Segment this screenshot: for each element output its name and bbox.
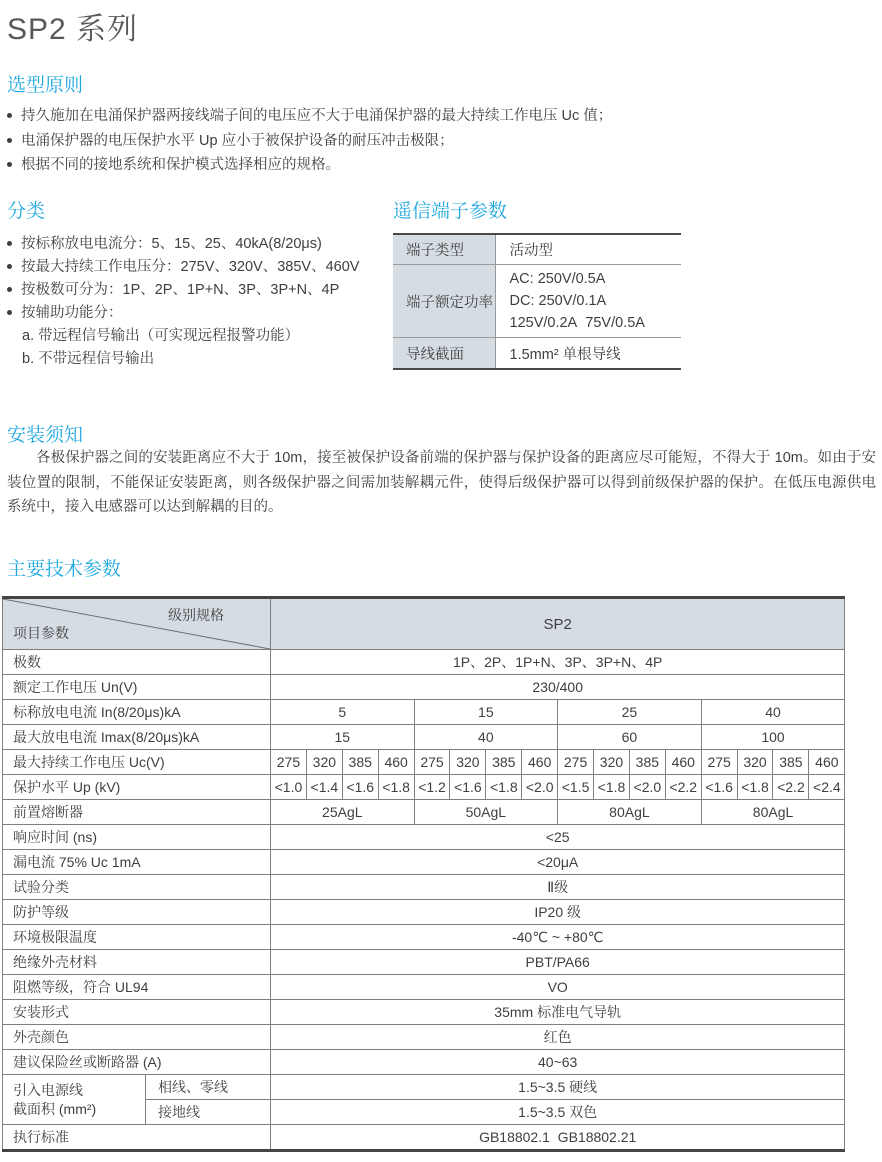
list-item	[7, 256, 359, 279]
cell-value: 100	[701, 725, 845, 750]
cell-value: 385	[486, 750, 522, 775]
corner-label-spec: 级别规格	[168, 607, 224, 623]
list-subitem	[7, 325, 359, 348]
row-value: VO	[271, 975, 845, 1000]
cell-value: <2.4	[809, 775, 845, 800]
cell-value: <2.2	[773, 775, 809, 800]
list-subitem	[7, 348, 359, 371]
row-label: 导线截面	[393, 338, 495, 370]
row-label: 安装形式	[3, 1000, 271, 1025]
list-item	[7, 129, 612, 154]
value-line: AC: 250V/0.5A	[509, 271, 606, 287]
row-value: 红色	[271, 1025, 845, 1050]
cell-value: <1.6	[701, 775, 737, 800]
row-value: <25	[271, 825, 845, 850]
table-row	[3, 700, 845, 725]
cell-value: 385	[629, 750, 665, 775]
cell-value: <1.4	[306, 775, 342, 800]
row-label: 保护水平 Up (kV)	[3, 775, 271, 800]
series-header: SP2	[271, 598, 845, 650]
table-row	[3, 750, 845, 775]
cell-value: <1.0	[271, 775, 307, 800]
row-label: 前置熔断器	[3, 800, 271, 825]
row-value: -40℃ ~ +80℃	[271, 925, 845, 950]
row-value: 活动型	[495, 234, 681, 265]
table-row	[3, 1000, 845, 1025]
row-label: 执行标准	[3, 1125, 271, 1151]
subitem-text: b. 不带远程信号输出	[22, 351, 155, 367]
selection-principles-list	[7, 104, 612, 178]
cell-value: <1.8	[378, 775, 414, 800]
table-row	[3, 825, 845, 850]
row-label-wire-section	[3, 1075, 146, 1125]
cell-value: 385	[342, 750, 378, 775]
cell-value: 60	[558, 725, 702, 750]
row-label: 建议保险丝或断路器 (A)	[3, 1050, 271, 1075]
cell-value: <1.6	[342, 775, 378, 800]
bullet-text: 按极数可分为：1P、2P、1P+N、3P、3P+N、4P	[21, 282, 340, 298]
bullet-text: 按辅助功能分：	[21, 305, 123, 321]
table-row	[3, 775, 845, 800]
row-label: 标称放电电流 In(8/20μs)kA	[3, 700, 271, 725]
row-value: PBT/PA66	[271, 950, 845, 975]
row-value: 1.5~3.5 硬线	[271, 1075, 845, 1100]
table-row	[3, 800, 845, 825]
row-label: 最大放电电流 Imax(8/20μs)kA	[3, 725, 271, 750]
cell-value: <2.2	[665, 775, 701, 800]
cell-value: 460	[809, 750, 845, 775]
cell-value: 275	[701, 750, 737, 775]
list-item	[7, 153, 612, 178]
section-heading-classification: 分类	[7, 201, 46, 222]
table-row	[3, 875, 845, 900]
cell-value: 80AgL	[701, 800, 845, 825]
row-label: 外壳颜色	[3, 1025, 271, 1050]
cell-value: 275	[414, 750, 450, 775]
list-item	[7, 104, 612, 129]
row-value: 230/400	[271, 675, 845, 700]
section-heading-installation: 安装须知	[7, 425, 84, 446]
cell-value: <1.5	[558, 775, 594, 800]
value-line: 125V/0.2A 75V/0.5A	[509, 315, 645, 331]
table-row	[3, 900, 845, 925]
remote-terminal-table	[393, 233, 681, 370]
subitem-text: a. 带远程信号输出（可实现远程报警功能）	[22, 328, 300, 344]
cell-value: <2.0	[522, 775, 558, 800]
bullet-text: 按标称放电电流分：5、15、25、40kA(8/20μs)	[21, 236, 322, 252]
list-item	[7, 233, 359, 256]
table-row	[3, 850, 845, 875]
row-label: 试验分类	[3, 875, 271, 900]
row-label: 漏电流 75% Uc 1mA	[3, 850, 271, 875]
row-value: 1.5~3.5 双色	[271, 1100, 845, 1125]
table-row	[3, 650, 845, 675]
row-value: 40~63	[271, 1050, 845, 1075]
table-row	[3, 725, 845, 750]
row-label: 防护等级	[3, 900, 271, 925]
tech-params-table	[2, 596, 845, 1152]
table-row	[3, 975, 845, 1000]
row-value: <20μA	[271, 850, 845, 875]
list-item	[7, 279, 359, 302]
wire-label-line1: 引入电源线	[13, 1081, 83, 1098]
cell-value: 40	[414, 725, 558, 750]
cell-value: <1.8	[486, 775, 522, 800]
row-value: 35mm 标准电气导轨	[271, 1000, 845, 1025]
cell-value: 320	[737, 750, 773, 775]
row-label: 环境极限温度	[3, 925, 271, 950]
cell-value: 275	[271, 750, 307, 775]
value-line: DC: 250V/0.1A	[509, 293, 607, 309]
cell-value: 50AgL	[414, 800, 558, 825]
sub-row-label: 相线、零线	[146, 1075, 271, 1100]
table-row	[3, 675, 845, 700]
row-label: 阻燃等级，符合 UL94	[3, 975, 271, 1000]
bullet-text: 根据不同的接地系统和保护模式选择相应的规格。	[21, 157, 340, 173]
bullet-text: 电涌保护器的电压保护水平 Up 应小于被保护设备的耐压冲击极限；	[21, 132, 454, 149]
installation-paragraph: 各极保护器之间的安装距离应不大于 10m，接至被保护设备前端的保护器与保护设备的距离应尽可能短，不得大于 10m。如由于安装位置的限制，不能保证安装距离，则各级保护器之间需加装解耦元件，使得后级保护器可以得到前级保护器的保护。在低压电源供电系统中，接入电感器可以达到解耦的目的。	[7, 450, 876, 515]
cell-value: <1.2	[414, 775, 450, 800]
cell-value: 80AgL	[558, 800, 702, 825]
row-value: IP20 级	[271, 900, 845, 925]
table-row	[3, 1050, 845, 1075]
section-heading-remote-terminal: 遥信端子参数	[393, 201, 508, 222]
table-row	[3, 1075, 845, 1100]
cell-value: 320	[450, 750, 486, 775]
table-row	[393, 234, 681, 265]
row-value: Ⅱ级	[271, 875, 845, 900]
bullet-text: 持久施加在电涌保护器两接线端子间的电压应不大于电涌保护器的最大持续工作电压 Uc 值；	[21, 108, 613, 124]
cell-value: 15	[414, 700, 558, 725]
row-label: 极数	[3, 650, 271, 675]
page-title: SP2 系列	[7, 13, 139, 46]
table-header-row	[3, 598, 845, 650]
list-item	[7, 302, 359, 325]
bullet-text: 按最大持续工作电压分：275V、320V、385V、460V	[21, 259, 360, 275]
diagonal-header-cell	[3, 598, 271, 650]
row-label: 额定工作电压 Un(V)	[3, 675, 271, 700]
cell-value: <1.6	[450, 775, 486, 800]
table-row	[3, 925, 845, 950]
row-label: 最大持续工作电压 Uc(V)	[3, 750, 271, 775]
table-row	[3, 950, 845, 975]
cell-value: 385	[773, 750, 809, 775]
cell-value: 275	[558, 750, 594, 775]
sub-row-label: 接地线	[146, 1100, 271, 1125]
table-row	[393, 338, 681, 370]
cell-value: <1.8	[737, 775, 773, 800]
table-row	[393, 265, 681, 338]
cell-value: 460	[378, 750, 414, 775]
corner-label-param: 项目参数	[13, 625, 69, 641]
cell-value: 460	[522, 750, 558, 775]
row-label: 端子额定功率	[393, 265, 495, 338]
classification-list	[7, 233, 359, 371]
cell-value: 5	[271, 700, 415, 725]
row-value	[495, 265, 681, 338]
row-label: 端子类型	[393, 234, 495, 265]
cell-value: 320	[306, 750, 342, 775]
cell-value: 25	[558, 700, 702, 725]
row-value: GB18802.1 GB18802.21	[271, 1125, 845, 1151]
row-value: 1.5mm² 单根导线	[495, 338, 681, 370]
section-heading-selection-principles: 选型原则	[7, 75, 84, 96]
cell-value: 25AgL	[271, 800, 415, 825]
cell-value: 460	[665, 750, 701, 775]
table-row	[3, 1025, 845, 1050]
cell-value: 40	[701, 700, 845, 725]
cell-value: <2.0	[629, 775, 665, 800]
cell-value: 320	[594, 750, 630, 775]
wire-label-line2: 截面积 (mm²)	[13, 1100, 97, 1117]
table-row	[3, 1125, 845, 1151]
cell-value: <1.8	[594, 775, 630, 800]
row-label: 绝缘外壳材料	[3, 950, 271, 975]
row-label: 响应时间 (ns)	[3, 825, 271, 850]
section-heading-tech-params: 主要技术参数	[7, 559, 122, 580]
row-value: 1P、2P、1P+N、3P、3P+N、4P	[271, 650, 845, 675]
cell-value: 15	[271, 725, 415, 750]
